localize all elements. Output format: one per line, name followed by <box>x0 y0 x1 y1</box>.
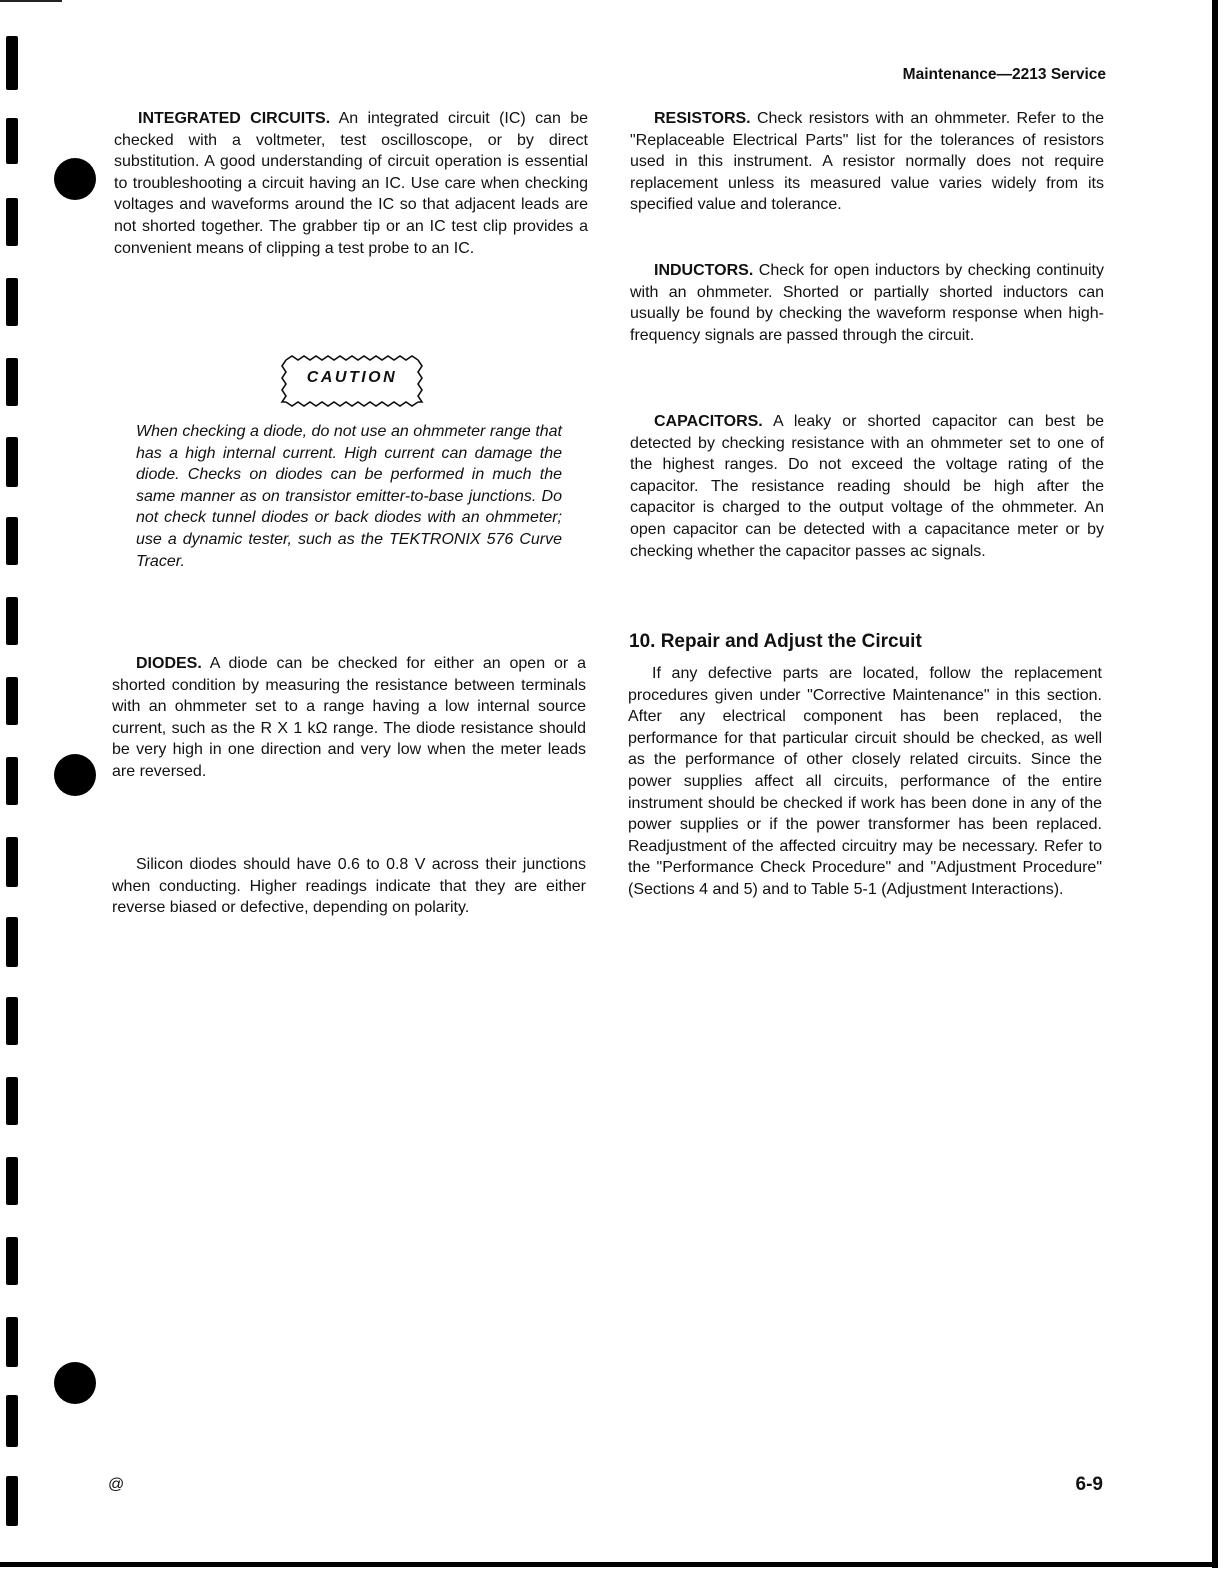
binding-mark <box>6 1476 18 1526</box>
binding-mark <box>6 997 18 1045</box>
diodes-paragraph <box>112 653 586 783</box>
paragraph-lead: RESISTORS. <box>654 110 751 127</box>
page-number: 6-9 <box>1075 1474 1103 1495</box>
paragraph-lead: INTEGRATED CIRCUITS. <box>138 110 331 127</box>
right-page-edge <box>1212 0 1218 1568</box>
bottom-page-edge <box>0 1562 1218 1567</box>
punch-hole <box>54 1362 96 1404</box>
binding-mark <box>6 597 18 645</box>
running-head: Maintenance—2213 Service <box>902 66 1106 83</box>
binding-mark <box>6 278 18 326</box>
silicon-diodes-paragraph <box>112 854 586 919</box>
punch-hole <box>54 754 96 796</box>
binding-mark <box>6 917 18 967</box>
paragraph-text: Silicon diodes should have 0.6 to 0.8 V across their junctions when conducting. Higher readings indicate that they are either reverse biased or defective, depending on polarity. <box>112 856 586 917</box>
paragraph-text: A diode can be checked for either an open or a shorted condition by measuring the resistance between terminals with an ohmmeter set to a range having a low internal source current, such as the R X 1 kΩ range. The diode resistance should be very high in one direction and very low when the meter leads are reversed. <box>112 655 586 780</box>
binding-mark <box>6 1157 18 1205</box>
punch-hole <box>54 158 96 200</box>
repair-paragraph <box>628 663 1102 901</box>
caution-paragraph: When checking a diode, do not use an ohmmeter range that has a high internal current. High current can damage the diode. Checks on diodes can be performed in much the same manner as on transistor emitter-to-base junctions. Do not check tunnel diodes or back diodes with an ohmmeter; use a dynamic tester, such as the TEKTRONIX 576 Curve Tracer. <box>136 423 562 570</box>
binding-mark <box>6 118 18 164</box>
capacitors-paragraph <box>630 411 1104 562</box>
paragraph-text: A leaky or shorted capacitor can best be detected by checking resistance with an ohmmeter set to one of the highest ranges. Do not exceed the voltage rating of the capacitor. The resistance reading should be high after the capacitor is charged to the output voltage of the ohmmeter. An open capacitor can be detected with a capacitance meter or by checking whether the capacitor passes ac signals. <box>630 413 1104 560</box>
inductors-paragraph <box>630 260 1104 346</box>
section-heading: 10. Repair and Adjust the Circuit <box>629 631 922 652</box>
binding-mark <box>6 36 18 90</box>
binding-mark <box>6 1077 18 1125</box>
footer-symbol: @ <box>108 1476 125 1493</box>
binding-mark <box>6 358 18 406</box>
integrated-circuits-paragraph <box>114 108 588 259</box>
top-scan-line <box>0 0 62 2</box>
binding-mark <box>6 1317 18 1367</box>
paragraph-lead: CAPACITORS. <box>654 413 763 430</box>
paragraph-text: Check for open inductors by checking continuity with an ohmmeter. Shorted or partially shorted inductors can usually be found by checking the waveform response when high-frequency signals are passed through the circuit. <box>630 262 1104 344</box>
caution-text <box>136 421 562 572</box>
paragraph-lead: DIODES. <box>136 655 202 672</box>
binding-mark <box>6 677 18 725</box>
binding-mark <box>6 198 18 246</box>
binding-mark <box>6 837 18 887</box>
paragraph-text: If any defective parts are located, follow the replacement procedures given under "Corrective Maintenance" in this section. After any electrical component has been replaced, the performance for that particular circuit should be checked, as well as the performance of other closely related circuits. Since the power supplies affect all circuits, performance of the entire instrument should be checked if work has been done in any of the power supplies or if the power transformer has been replaced. Readjustment of the affected circuitry may be necessary. Refer to the "Performance Check Procedure" and "Adjustment Procedure" (Sections 4 and 5) and to Table 5-1 (Adjustment Interactions). <box>628 665 1102 898</box>
caution-box <box>278 354 426 408</box>
binding-mark <box>6 1237 18 1285</box>
paragraph-text: An integrated circuit (IC) can be checked with a voltmeter, test oscilloscope, or by direct substitution. A good understanding of circuit operation is essential to troubleshooting a circuit having an IC. Use care when checking voltages and waveforms around the IC so that adjacent leads are not shorted together. The grabber tip or an IC test clip provides a convenient means of clipping a test probe to an IC. <box>114 110 588 257</box>
binding-mark <box>6 757 18 805</box>
paragraph-text: Check resistors with an ohmmeter. Refer to the "Replaceable Electrical Parts" list for the tolerances of resistors used in this instrument. A resistor normally does not require replacement unless its measured value varies widely from its specified value and tolerance. <box>630 110 1104 214</box>
binding-mark <box>6 437 18 487</box>
caution-label: CAUTION <box>306 369 398 386</box>
binding-mark <box>6 1395 18 1447</box>
resistors-paragraph <box>630 108 1104 216</box>
paragraph-lead: INDUCTORS. <box>654 262 754 279</box>
binding-mark <box>6 517 18 565</box>
